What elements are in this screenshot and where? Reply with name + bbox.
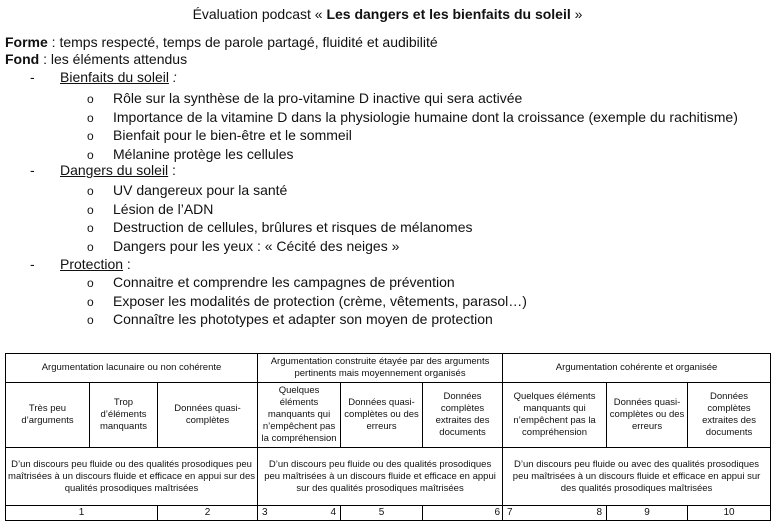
list-item: o Importance de la vitamine D dans la physiologie humaine dont la croissance (exemple du rachitisme) — [87, 108, 738, 125]
rubric-table — [5, 353, 771, 521]
criterion-cell: Données quasi-complètes — [158, 383, 258, 448]
list-item: o Dangers pour les yeux : « Cécité des neiges » — [87, 237, 400, 254]
score-8: 8 — [596, 507, 603, 518]
discourse-cell-3: D’un discours peu fluide ou avec des qualités prosodiques peu maîtrisées à un discours fluide et efficace en appui sur des qualités prosodiques maîtrisées — [503, 448, 771, 506]
score-5: 5 — [378, 507, 385, 518]
criterion-cell: Trop d’éléments manquants — [90, 383, 158, 448]
score-cell — [423, 506, 503, 521]
list-item: o Exposer les modalités de protection (crème, vêtements, parasol…) — [87, 292, 527, 309]
title-bold: Les dangers et les bienfaits du soleil — [326, 6, 571, 22]
level-header-2: Argumentation construite étayée par des arguments pertinents mais moyennement organisés — [258, 354, 503, 383]
score-cell — [503, 506, 607, 521]
score-10: 10 — [723, 507, 735, 518]
score-3: 3 — [262, 507, 268, 518]
discourse-cell-1: D’un discours peu fluide ou des qualités prosodiques peu maîtrisées à un discours fluide et efficace en appui sur des qualités prosodiques maîtrisées — [6, 448, 258, 506]
section-heading-protection: - Protection : — [30, 256, 131, 272]
list-item: o Bienfait pour le bien-être et le sommeil — [87, 127, 352, 143]
list-item: o UV dangereux pour la santé — [87, 182, 288, 198]
criterion-cell: Quelques éléments manquants qui n’empêchent pas la compréhension — [258, 383, 341, 448]
criterion-cell: Données complètes extraites des documents — [423, 383, 503, 448]
list-item: o Lésion de l’ADN — [87, 200, 214, 217]
fond-line — [5, 51, 187, 67]
list-protection — [87, 273, 527, 329]
fond-label: Fond — [5, 51, 40, 67]
section-heading-dangers: - Dangers du soleil : — [30, 162, 176, 178]
level-header-3: Argumentation cohérente et organisée — [503, 354, 771, 383]
criterion-cell: Données quasi-complètes ou des erreurs — [341, 383, 423, 448]
score-7: 7 — [507, 507, 513, 518]
score-1: 1 — [78, 507, 85, 518]
section-heading-bienfaits: - Bienfaits du soleil : — [30, 69, 177, 85]
score-cell — [6, 506, 158, 521]
list-item: o Connaître les phototypes et adapter son moyen de protection — [87, 311, 493, 327]
score-cell — [258, 506, 341, 521]
discourse-cell-2: D’un discours peu fluide ou des qualités prosodiques peu maîtrisées à un discours fluide et efficace en appui sur des qualités prosodiques maîtrisées — [258, 448, 503, 506]
forme-line — [5, 34, 438, 50]
list-item: o Connaitre et comprendre les campagnes de prévention — [87, 274, 455, 290]
level-header-1: Argumentation lacunaire ou non cohérente — [6, 354, 258, 383]
score-cell — [158, 506, 258, 521]
score-cell — [607, 506, 688, 521]
list-bienfaits — [87, 89, 738, 163]
list-dangers — [87, 181, 473, 255]
criterion-cell: Données complètes extraites des documents — [688, 383, 771, 448]
score-6: 6 — [494, 507, 501, 518]
score-cell — [341, 506, 423, 521]
criterion-cell: Données quasi-complètes ou des erreurs — [607, 383, 688, 448]
score-2: 2 — [204, 507, 211, 518]
forme-text: : temps respecté, temps de parole partagé, fluidité et audibilité — [47, 34, 438, 50]
fond-text: : les éléments attendus — [39, 51, 188, 67]
criterion-cell: Quelques éléments manquants qui n’empêchent pas la compréhension — [503, 383, 607, 448]
score-9: 9 — [644, 507, 650, 518]
criterion-cell: Très peu d’arguments — [6, 383, 90, 448]
page-title: Évaluation podcast « Les dangers et les bienfaits du soleil » — [192, 6, 583, 22]
list-item: o Destruction de cellules, brûlures et risques de mélanomes — [87, 219, 473, 235]
score-cell — [688, 506, 771, 521]
score-4: 4 — [330, 507, 337, 518]
forme-label: Forme — [5, 34, 48, 50]
list-item: o Mélanine protège les cellules — [87, 145, 294, 162]
list-item: o Rôle sur la synthèse de la pro-vitamine D inactive qui sera activée — [87, 90, 523, 106]
